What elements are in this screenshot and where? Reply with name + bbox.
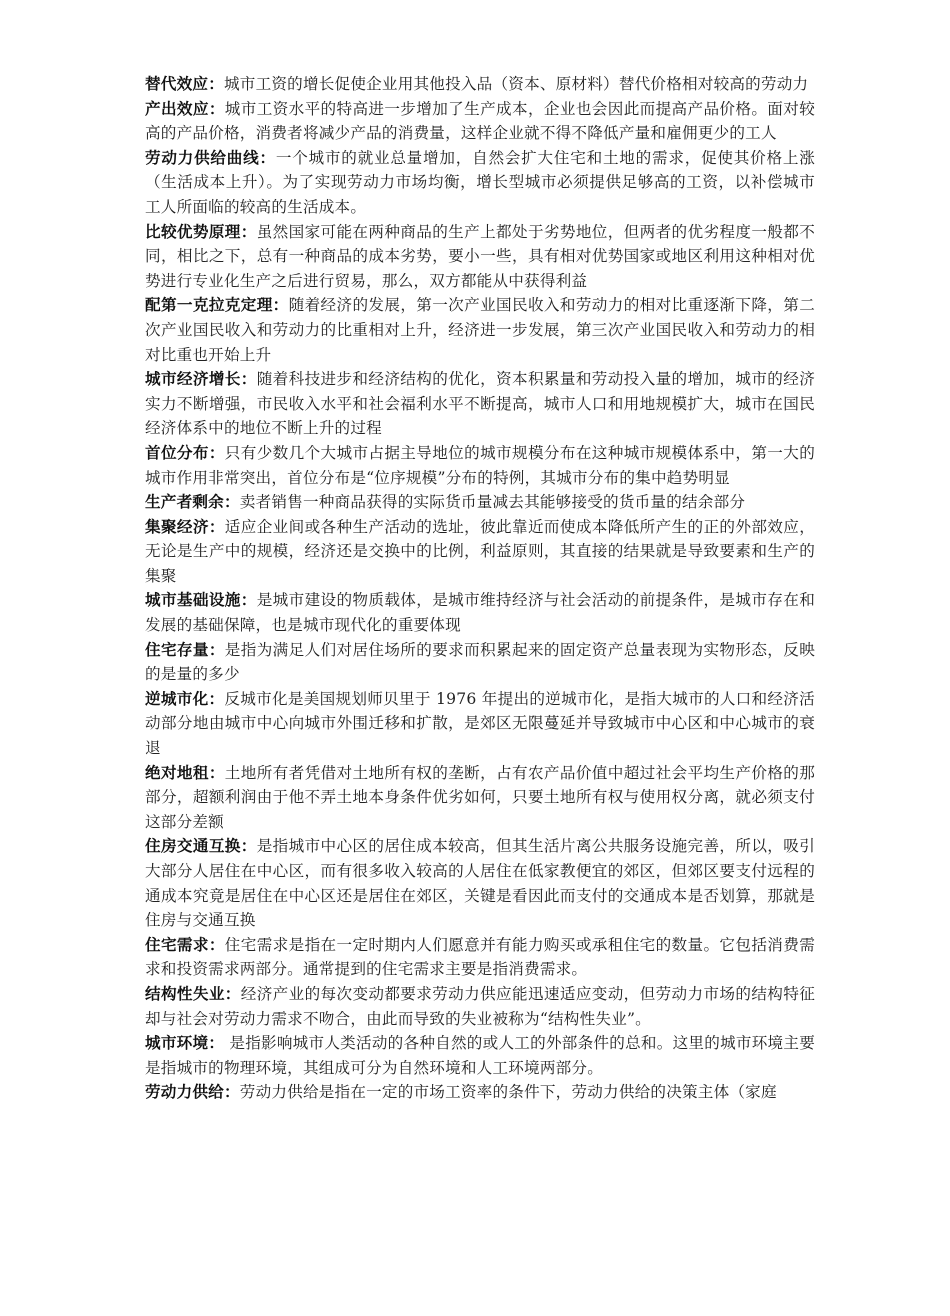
term: 配第一克拉克定理: [145, 296, 273, 315]
term: 绝对地租: [145, 763, 209, 782]
definition: 适应企业间或各种生产活动的选址，彼此靠近而使成本降低所产生的正的外部效应，无论是生产中的规模，经济还是交换中的比例，利益原则，其直接的结果就是导致要素和生产的集聚: [145, 517, 815, 585]
term-separator: ：: [240, 222, 257, 241]
term: 城市基础设施: [145, 591, 241, 610]
glossary-entry-labor-supply: [145, 1080, 815, 1105]
term: 劳动力供给: [145, 1083, 224, 1102]
term: 结构性失业: [145, 984, 225, 1003]
glossary-entry-urban-economic-growth: [145, 367, 815, 441]
term: 城市环境: [145, 1034, 209, 1053]
glossary-entry-substitution-effect: [145, 72, 815, 97]
term-separator: ：: [223, 1083, 240, 1102]
glossary-entry-output-effect: [145, 97, 815, 146]
term: 比较优势原理: [145, 222, 241, 241]
term-separator: ：: [208, 1034, 225, 1053]
term-separator: ：: [224, 984, 241, 1003]
glossary-entry-petty-clark-law: [145, 293, 815, 367]
definition: 城市工资的增长促使企业用其他投入品（资本、原材料）替代价格相对较高的劳动力: [223, 75, 809, 93]
definition: 是指城市中心区的居住成本较高，但其生活片离公共服务设施完善，所以，吸引大部分人居住在中心区，而有很多收入较高的人居住在低家教便宜的郊区，但郊区要支付远程的通成本究竟是居住在中心区还是居住在郊区，关键是看因此而支付的交通成本是否划算，那就是住房与交通互换: [145, 837, 815, 930]
term-separator: ：: [259, 148, 276, 167]
term: 替代效应: [145, 75, 209, 93]
definition: 是指影响城市人类活动的各种自然的或人工的外部条件的总和。这里的城市环境主要是指城市的物理环境，其组成可分为自然环境和人工环境两部分。: [145, 1034, 816, 1077]
term: 集聚经济: [145, 517, 209, 536]
term: 生产者剩余: [145, 493, 224, 512]
glossary-entry-urban-infrastructure: [145, 588, 815, 637]
term-separator: ：: [208, 763, 225, 782]
glossary-entry-labor-supply-curve: [145, 146, 815, 220]
term: 首位分布: [145, 443, 209, 462]
term: 住宅需求: [145, 935, 209, 954]
definition: 一个城市的就业总量增加，自然会扩大住宅和土地的需求，促使其价格上涨（生活成本上升）。为了实现劳动力市场均衡，增长型城市必须提供足够高的工资，以补偿城市工人所面临的较高的生活成本。: [145, 148, 815, 216]
term-separator: ：: [240, 370, 257, 389]
definition: 只有少数几个大城市占据主导地位的城市规模分布在这种城市规模体系中，第一大的城市作用非常突出，首位分布是“位序规模”分布的特例，其城市分布的集中趋势明显: [145, 443, 815, 487]
glossary-entry-housing-transport-tradeoff: [145, 834, 815, 932]
term-separator: ：: [208, 75, 224, 93]
definition: 是城市建设的物质载体，是城市维持经济与社会活动的前提条件，是城市存在和发展的基础保障，也是城市现代化的重要体现: [145, 591, 815, 635]
definition: 虽然国家可能在两种商品的生产上都处于劣势地位，但两者的优劣程度一般都不同，相比之下，总有一种商品的成本劣势，要小一些，具有相对优势国家或地区利用这种相对优势进行专业化生产之后进行贸易，那么，双方都能从中获得利益: [145, 222, 815, 290]
term-separator: ：: [208, 517, 225, 536]
term-separator: ：: [240, 591, 257, 610]
term-separator: ：: [240, 837, 257, 856]
definition: 反城市化是美国规划师贝里于 1976 年提出的逆城市化，是指大城市的人口和经济活动部分地由城市中心向城市外围迁移和扩散，是郊区无限蔓延并导致城市中心区和中心城市的衰退: [145, 689, 815, 758]
term-separator: ：: [208, 640, 225, 659]
document-page: [145, 72, 815, 1105]
definition: 劳动力供给是指在一定的市场工资率的条件下，劳动力供给的决策主体（家庭: [239, 1083, 777, 1102]
glossary-entry-agglomeration-economy: [145, 515, 815, 589]
definition: 经济产业的每次变动都要求劳动力供应能迅速适应变动，但劳动力市场的结构特征却与社会对劳动力需求不吻合，由此而导致的失业被称为“结构性失业”。: [145, 984, 815, 1028]
term: 产出效应: [145, 99, 209, 118]
glossary-entry-comparative-advantage: [145, 220, 815, 294]
glossary-entry-housing-demand: [145, 933, 815, 982]
definition: 随着科技进步和经济结构的优化，资本积累量和劳动投入量的增加，城市的经济实力不断增强，市民收入水平和社会福利水平不断提高，城市人口和用地规模扩大，城市在国民经济体系中的地位不断上升的过程: [145, 370, 815, 438]
term-separator: ：: [208, 935, 225, 954]
term: 城市经济增长: [145, 370, 241, 389]
definition: 土地所有者凭借对土地所有权的垄断，占有农产品价值中超过社会平均生产价格的那部分，超额利润由于他不弄土地本身条件优劣如何，只要土地所有权与使用权分离，就必须支付这部分差额: [145, 763, 815, 831]
definition: 卖者销售一种商品获得的实际货币量减去其能够接受的货币量的结余部分: [239, 493, 746, 512]
term-separator: ：: [208, 443, 225, 462]
term-separator: ：: [272, 296, 289, 315]
definition: 城市工资水平的特高进一步增加了生产成本，企业也会因此而提高产品价格。面对较高的产品价格，消费者将减少产品的消费量，这样企业就不得不降低产量和雇佣更少的工人: [145, 99, 815, 143]
glossary-entry-urban-environment: [145, 1031, 815, 1080]
term-separator: ：: [223, 493, 240, 512]
term-separator: ：: [208, 689, 225, 708]
term: 住宅存量: [145, 640, 209, 659]
glossary-entry-primate-distribution: [145, 441, 815, 490]
definition: 随着经济的发展，第一次产业国民收入和劳动力的相对比重逐渐下降，第二次产业国民收入和劳动力的比重相对上升，经济进一步发展，第三次产业国民收入和劳动力的相对比重也开始上升: [145, 296, 816, 364]
term-separator: ：: [208, 99, 225, 118]
glossary-entry-absolute-rent: [145, 761, 815, 835]
definition: 住宅需求是指在一定时期内人们愿意并有能力购买或承租住宅的数量。它包括消费需求和投资需求两部分。通常提到的住宅需求主要是指消费需求。: [145, 935, 815, 979]
glossary-entry-producer-surplus: [145, 490, 815, 515]
term: 逆城市化: [145, 689, 209, 708]
glossary-entry-structural-unemployment: [145, 982, 815, 1031]
glossary-entry-counter-urbanization: [145, 687, 815, 761]
definition: 是指为满足人们对居住场所的要求而积累起来的固定资产总量表现为实物形态，反映的是量的多少: [145, 640, 815, 684]
term: 劳动力供给曲线: [145, 148, 260, 167]
glossary-entry-housing-stock: [145, 638, 815, 687]
term: 住房交通互换: [145, 837, 241, 856]
